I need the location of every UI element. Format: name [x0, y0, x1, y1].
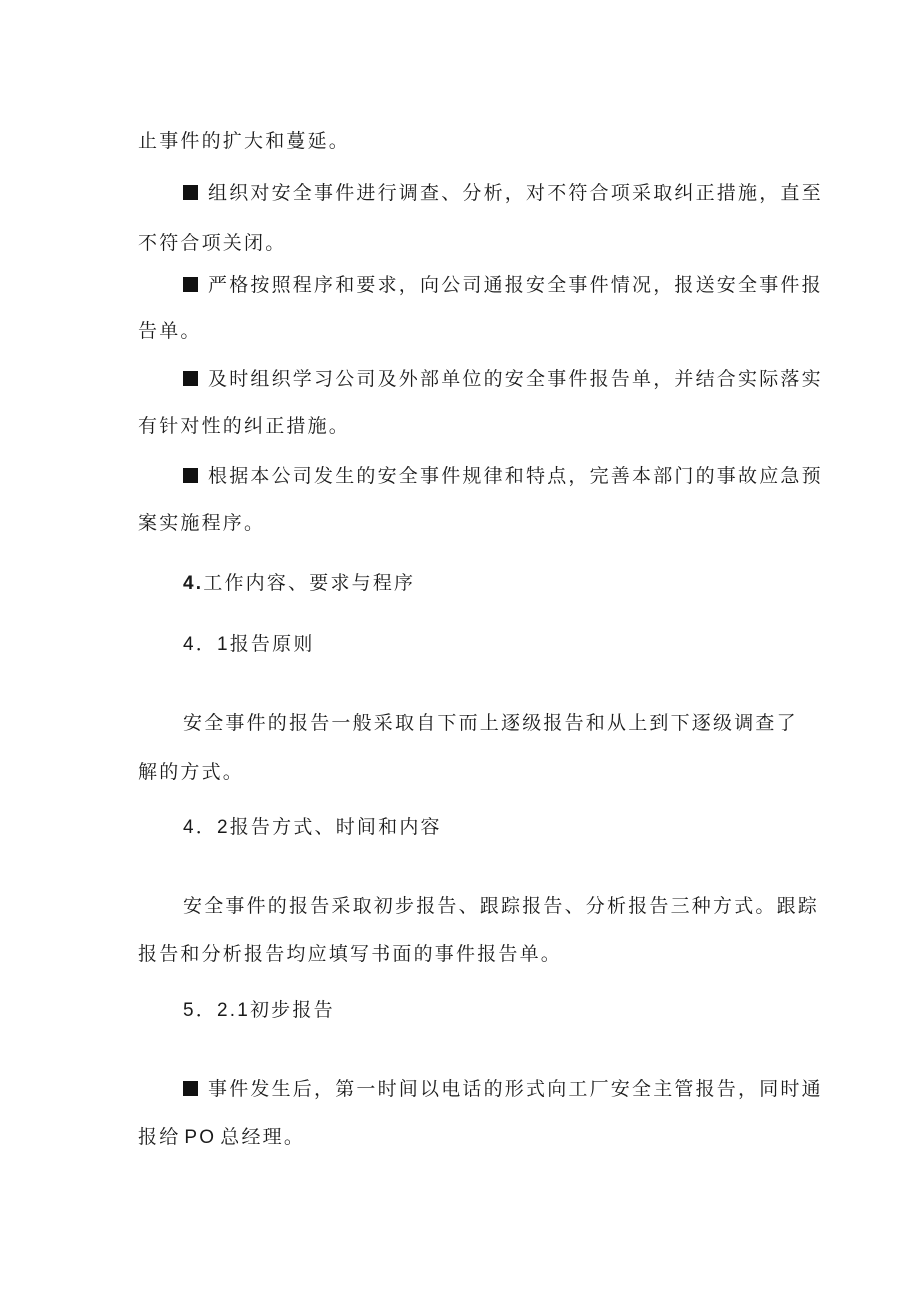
subsection-number: 4．2	[183, 817, 230, 838]
bullet-text-latin: PO	[184, 1127, 217, 1148]
square-bullet-icon	[183, 185, 198, 200]
bullet-text: 组织对安全事件进行调查、分析，对不符合项采取纠正措施，直至	[208, 182, 823, 204]
bullet-item	[183, 273, 823, 297]
section-title: 工作内容、要求与程序	[203, 572, 416, 594]
bullet-item	[183, 367, 823, 391]
paragraph-text: 解的方式。	[138, 761, 245, 783]
body-paragraph	[183, 894, 820, 918]
bullet-text: 根据本公司发生的安全事件规律和特点，完善本部门的事故应急预	[208, 465, 823, 487]
bullet-text: 案实施程序。	[138, 512, 266, 534]
subsubsection-title: 初步报告	[249, 999, 335, 1021]
subsection-heading	[183, 632, 784, 657]
bullet-item	[183, 464, 823, 488]
bullet-text: 不符合项关闭。	[138, 232, 287, 254]
bullet-item-continuation	[138, 414, 784, 438]
bullet-text: 有针对性的纠正措施。	[138, 415, 351, 437]
section-number: 4.	[183, 573, 204, 594]
paragraph-text: 安全事件的报告一般采取自下而上逐级报告和从上到下逐级调查了	[183, 712, 798, 734]
body-paragraph-continuation	[138, 942, 784, 966]
bullet-item-continuation	[138, 319, 784, 343]
bullet-item	[183, 181, 823, 205]
bullet-text: 事件发生后，第一时间以电话的形式向工厂安全主管报告，同时通	[208, 1078, 823, 1100]
square-bullet-icon	[183, 277, 198, 292]
square-bullet-icon	[183, 371, 198, 386]
section-heading	[183, 571, 784, 596]
paragraph-text: 安全事件的报告采取初步报告、跟踪报告、分析报告三种方式。跟踪	[183, 895, 820, 917]
square-bullet-icon	[183, 1081, 198, 1096]
paragraph-text: 止事件的扩大和蔓延。	[138, 130, 351, 152]
bullet-text: 及时组织学习公司及外部单位的安全事件报告单，并结合实际落实	[208, 368, 823, 390]
subsubsection-heading	[183, 998, 784, 1023]
bullet-text: 严格按照程序和要求，向公司通报安全事件情况，报送安全事件报	[208, 274, 823, 296]
subsection-title: 报告方式、时间和内容	[229, 816, 442, 838]
subsection-heading	[183, 815, 784, 840]
bullet-text: 总经理。	[220, 1126, 306, 1148]
paragraph-text: 报告和分析报告均应填写书面的事件报告单。	[138, 943, 563, 965]
bullet-item-continuation	[138, 231, 784, 255]
subsection-number: 4．1	[183, 634, 230, 655]
paragraph-continuation	[138, 129, 784, 153]
bullet-item-continuation	[138, 1125, 784, 1150]
square-bullet-icon	[183, 468, 198, 483]
subsection-title: 报告原则	[229, 633, 315, 655]
bullet-item	[183, 1077, 823, 1101]
bullet-text: 告单。	[138, 320, 202, 342]
bullet-item-continuation	[138, 511, 784, 535]
body-paragraph	[183, 711, 798, 735]
body-paragraph-continuation	[138, 760, 784, 784]
bullet-text: 报给	[138, 1126, 181, 1148]
subsubsection-number: 5．2.1	[183, 1000, 250, 1021]
